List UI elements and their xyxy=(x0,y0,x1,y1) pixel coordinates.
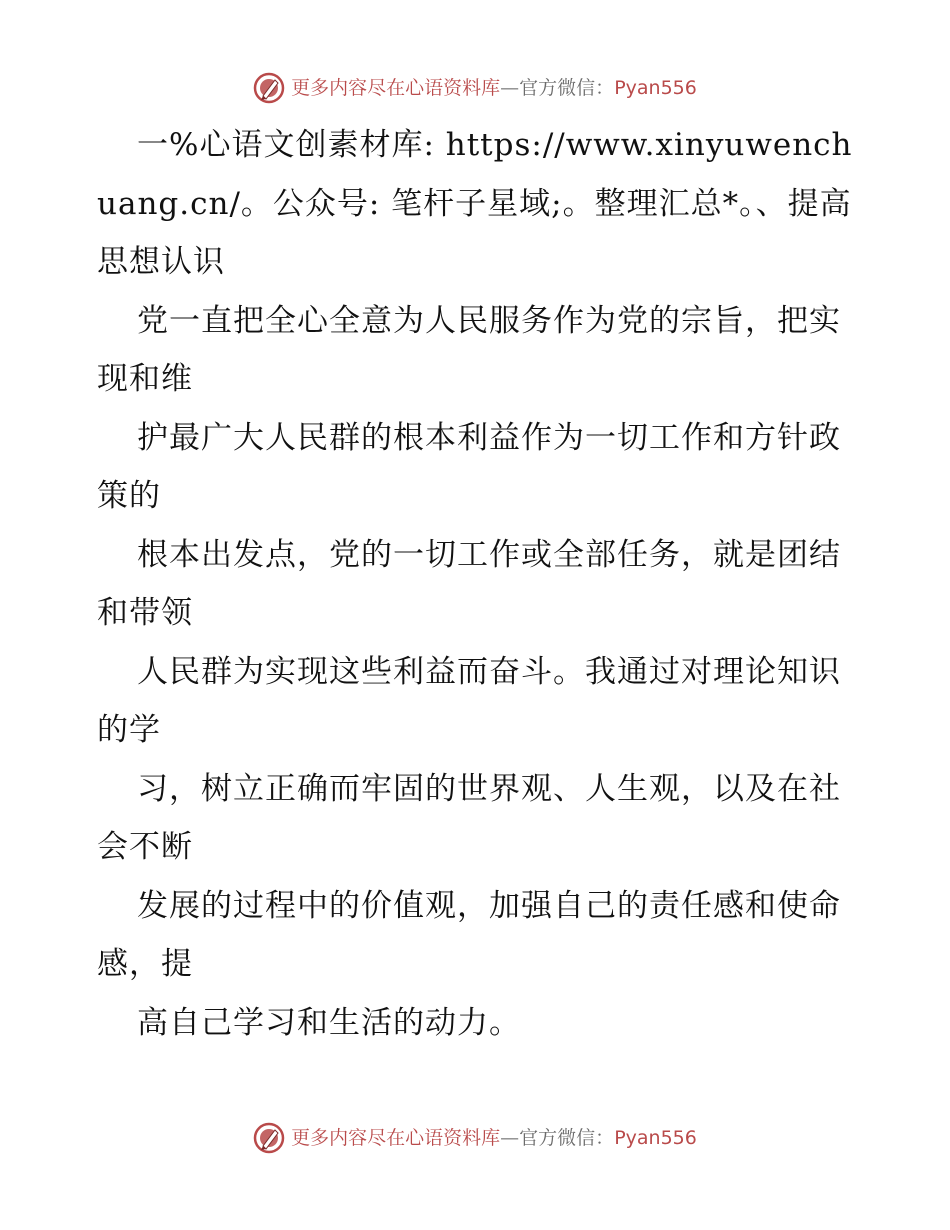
footer-banner xyxy=(0,1122,950,1154)
banner-brand: 更多内容尽在心语资料库 xyxy=(291,77,501,99)
banner-dash: — xyxy=(500,77,520,99)
paragraph-8: 高自己学习和生活的动力。 xyxy=(137,1004,521,1041)
banner-text xyxy=(291,1122,697,1154)
paragraph-1: 一%心语文创素材库: https://www.xinyuwenchuang.cn/。公众号: 笔杆子星域;。整理汇总*。、提高思想认识 xyxy=(97,127,853,280)
banner-wechat-handle: Pyan556 xyxy=(614,77,697,99)
pen-logo-icon xyxy=(253,72,285,104)
banner-official-label: 官方微信： xyxy=(519,77,615,99)
banner-official-label: 官方微信： xyxy=(519,1127,615,1149)
paragraph-3: 护最广大人民群的根本利益作为一切工作和方针政策的 xyxy=(97,419,841,514)
pen-logo-icon xyxy=(253,1122,285,1154)
banner-brand: 更多内容尽在心语资料库 xyxy=(291,1127,501,1149)
banner-text xyxy=(291,72,697,104)
banner-wechat-handle: Pyan556 xyxy=(614,1127,697,1149)
paragraph-4: 根本出发点，党的一切工作或全部任务，就是团结和带领 xyxy=(97,536,841,631)
paragraph-7: 发展的过程中的价值观，加强自己的责任感和使命感，提 xyxy=(97,887,841,982)
paragraph-6: 习，树立正确而牢固的世界观、人生观，以及在社会不断 xyxy=(97,770,841,865)
banner-dash: — xyxy=(500,1127,520,1149)
paragraph-2: 党一直把全心全意为人民服务作为党的宗旨，把实现和维 xyxy=(97,302,841,397)
document-body xyxy=(97,116,857,1052)
header-banner xyxy=(0,72,950,104)
paragraph-5: 人民群为实现这些利益而奋斗。我通过对理论知识的学 xyxy=(97,653,841,748)
